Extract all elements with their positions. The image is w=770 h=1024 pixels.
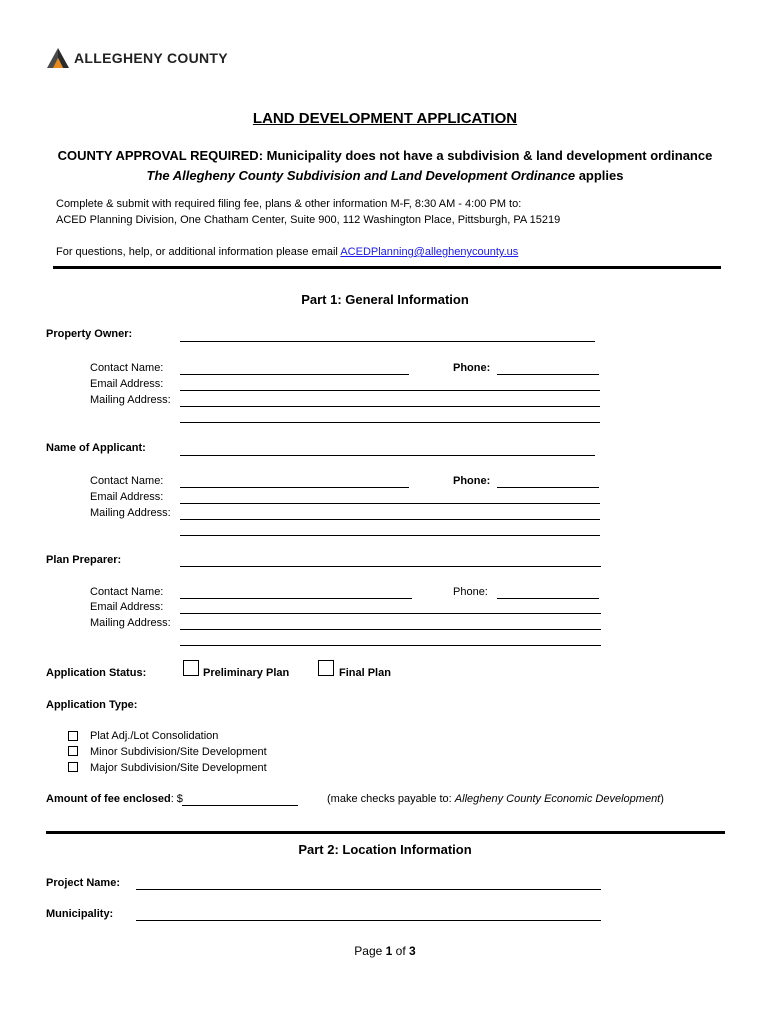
owner-email-field[interactable] — [180, 390, 600, 391]
ordinance-suffix: applies — [575, 168, 624, 183]
applicant-label: Name of Applicant: — [46, 442, 146, 454]
major-subdivision-checkbox[interactable] — [68, 762, 78, 772]
applicant-phone-label: Phone: — [453, 475, 491, 487]
owner-contact-name-label: Contact Name: — [90, 362, 164, 374]
email-link[interactable]: ACEDPlanning@alleghenycounty.us — [340, 246, 519, 258]
allegheny-logo-icon — [46, 47, 70, 69]
minor-subdivision-label: Minor Subdivision/Site Development — [90, 746, 267, 758]
plan-preparer-field[interactable] — [180, 566, 601, 567]
municipality-label: Municipality: — [46, 908, 114, 920]
plan-preparer-label: Plan Preparer: — [46, 554, 122, 566]
preparer-mailing-field-2[interactable] — [180, 645, 601, 646]
applicant-mailing-field[interactable] — [180, 519, 600, 520]
ordinance-line — [0, 168, 770, 183]
preparer-email-label: Email Address: — [90, 601, 164, 613]
final-plan-checkbox[interactable] — [318, 660, 334, 676]
logo-text: ALLEGHENY COUNTY — [74, 50, 228, 66]
allegheny-county-logo — [46, 47, 228, 69]
applicant-mailing-field-2[interactable] — [180, 535, 600, 536]
owner-mailing-label: Mailing Address: — [90, 394, 171, 406]
owner-email-label: Email Address: — [90, 378, 164, 390]
preparer-mailing-label: Mailing Address: — [90, 617, 171, 629]
preparer-phone-field[interactable] — [497, 598, 599, 599]
part2-heading: Part 2: Location Information — [298, 842, 472, 857]
divider-part2 — [46, 831, 725, 834]
preparer-contact-name-label: Contact Name: — [90, 586, 164, 598]
fee-label: Amount of fee enclosed: $ — [46, 793, 183, 805]
property-owner-field[interactable] — [180, 341, 595, 342]
page-title: LAND DEVELOPMENT APPLICATION — [252, 110, 518, 127]
fee-amount-field[interactable] — [182, 805, 298, 806]
preparer-email-field[interactable] — [180, 613, 601, 614]
page-number: Page 1 of 3 — [354, 944, 416, 958]
municipality-field[interactable] — [136, 920, 601, 921]
owner-mailing-field[interactable] — [180, 406, 600, 407]
owner-phone-label: Phone: — [453, 362, 491, 374]
plat-adj-checkbox[interactable] — [68, 731, 78, 741]
applicant-email-label: Email Address: — [90, 491, 164, 503]
plat-adj-label: Plat Adj./Lot Consolidation — [90, 730, 219, 742]
preparer-contact-name-field[interactable] — [180, 598, 412, 599]
checks-payee: Allegheny County Economic Development — [454, 793, 661, 805]
applicant-contact-name-field[interactable] — [180, 487, 409, 488]
applicant-email-field[interactable] — [180, 503, 600, 504]
owner-mailing-field-2[interactable] — [180, 422, 600, 423]
preliminary-plan-checkbox[interactable] — [183, 660, 199, 676]
applicant-mailing-label: Mailing Address: — [90, 507, 171, 519]
project-name-field[interactable] — [136, 889, 601, 890]
preliminary-plan-label: Preliminary Plan — [203, 667, 290, 679]
help-line — [56, 246, 518, 258]
divider-top — [53, 266, 721, 269]
applicant-contact-name-label: Contact Name: — [90, 475, 164, 487]
owner-phone-field[interactable] — [497, 374, 599, 375]
instructions-line-1: Complete & submit with required filing fee, plans & other information M-F, 8:30 AM - 4:00 PM to: — [56, 198, 522, 210]
application-type-label: Application Type: — [46, 699, 138, 711]
ordinance-name: The Allegheny County Subdivision and Land Development Ordinance — [146, 168, 576, 183]
major-subdivision-label: Major Subdivision/Site Development — [90, 762, 267, 774]
part1-heading: Part 1: General Information — [301, 292, 469, 307]
preparer-mailing-field[interactable] — [180, 629, 601, 630]
checks-payable-note: (make checks payable to: Allegheny County Economic Development) — [327, 793, 664, 805]
property-owner-label: Property Owner: — [46, 328, 133, 340]
applicant-field[interactable] — [180, 455, 595, 456]
owner-contact-name-field[interactable] — [180, 374, 409, 375]
final-plan-label: Final Plan — [339, 667, 391, 679]
applicant-phone-field[interactable] — [497, 487, 599, 488]
minor-subdivision-checkbox[interactable] — [68, 746, 78, 756]
help-prefix: For questions, help, or additional information please email — [56, 246, 341, 258]
instructions-line-2: ACED Planning Division, One Chatham Center, Suite 900, 112 Washington Place, Pittsburgh, PA 15219 — [56, 214, 561, 226]
application-status-label: Application Status: — [46, 667, 147, 679]
project-name-label: Project Name: — [46, 877, 120, 889]
preparer-phone-label: Phone: — [453, 586, 488, 598]
approval-line: COUNTY APPROVAL REQUIRED: Municipality does not have a subdivision & land development ordinance — [57, 148, 713, 163]
